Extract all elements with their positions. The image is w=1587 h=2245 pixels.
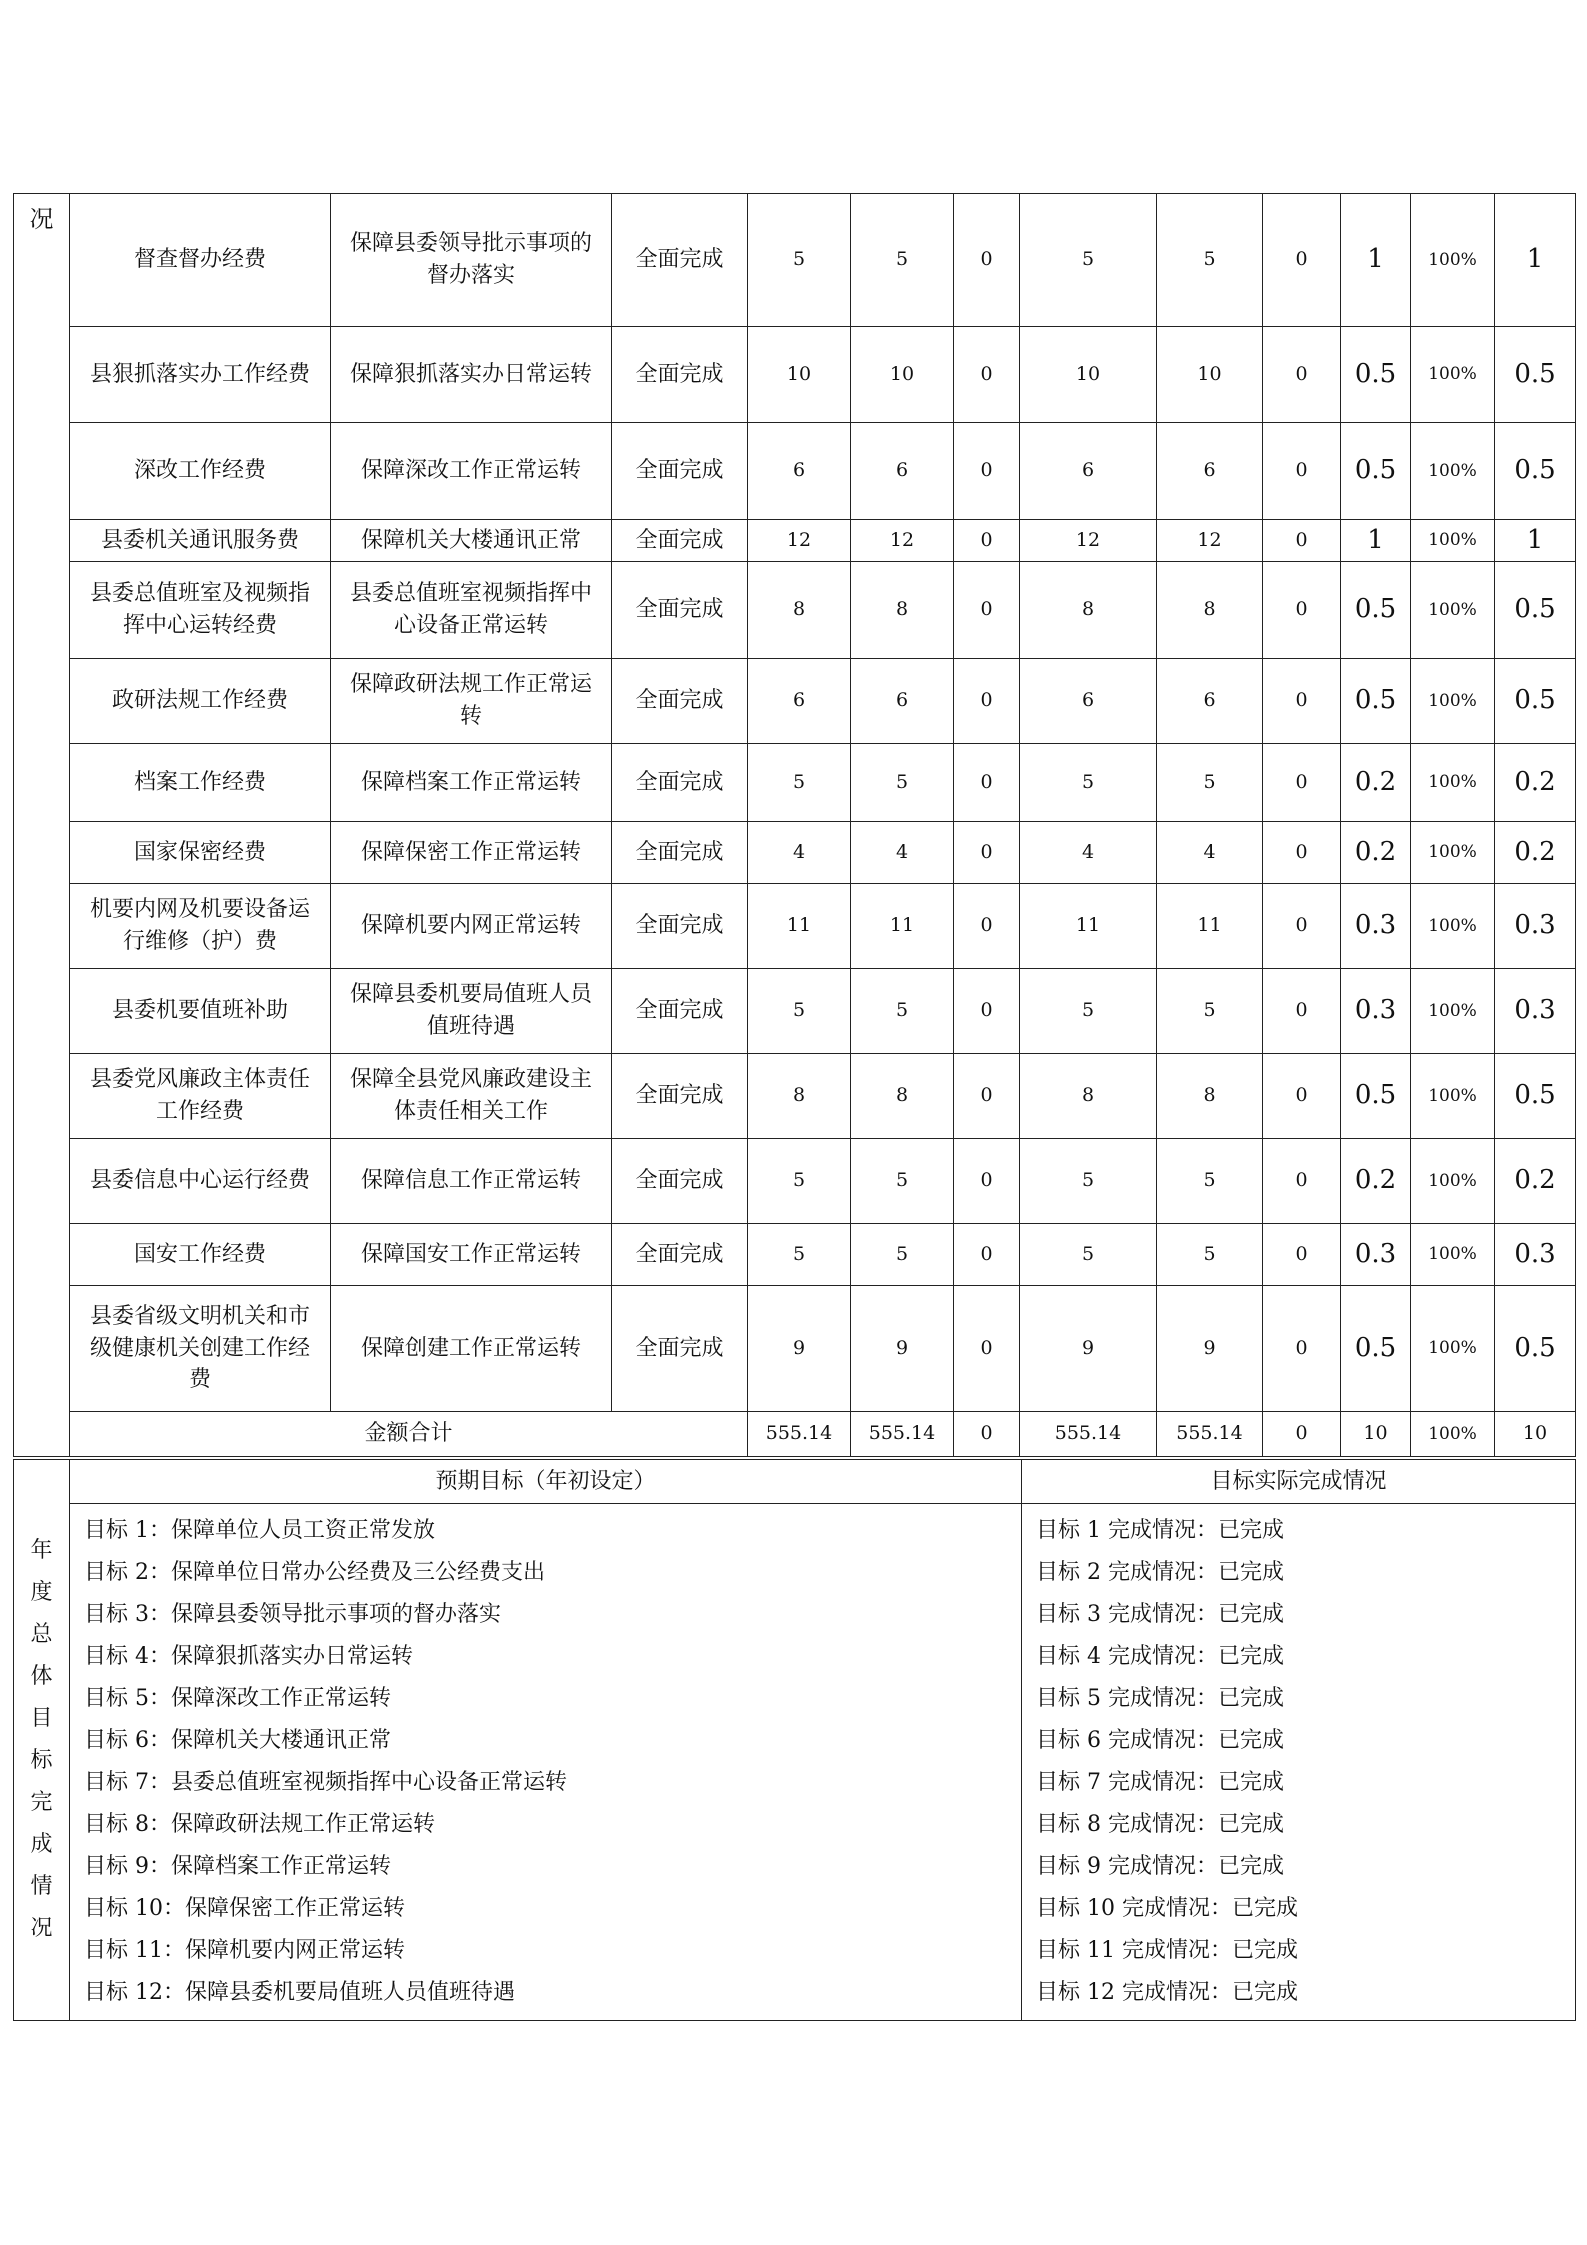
completion-item: 目标 10 完成情况：已完成 — [1036, 1896, 1298, 1921]
project-name: 县委机关通讯服务费 — [70, 520, 331, 562]
amount-cell: 4 — [748, 822, 851, 884]
amount-cell: 6 — [1020, 659, 1157, 744]
amount-cell: 4 — [851, 822, 954, 884]
project-name: 县委机要值班补助 — [70, 969, 331, 1054]
section-label-char: 况 — [30, 1916, 53, 1941]
amount-cell: 9 — [748, 1286, 851, 1412]
amount-cell: 8 — [1020, 562, 1157, 659]
amount-cell: 9 — [851, 1286, 954, 1412]
section-label-char: 情 — [30, 1874, 53, 1899]
table-row — [14, 327, 1576, 423]
table-row — [14, 1054, 1576, 1139]
score-cell: 0.5 — [1495, 327, 1576, 423]
table-row — [14, 1139, 1576, 1224]
section-label-char: 度 — [30, 1580, 53, 1605]
amount-cell: 5 — [748, 1139, 851, 1224]
amount-cell: 6 — [748, 659, 851, 744]
project-content: 保障国安工作正常运转 — [331, 1224, 612, 1286]
total-score: 10 — [1495, 1412, 1576, 1457]
table-row — [14, 744, 1576, 822]
amount-cell: 11 — [1020, 884, 1157, 969]
section-label-char: 标 — [30, 1748, 53, 1773]
amount-cell: 5 — [748, 1224, 851, 1286]
weight-cell: 0.3 — [1341, 884, 1411, 969]
project-name: 督查督办经费 — [70, 194, 331, 327]
completion-item: 目标 4 完成情况：已完成 — [1036, 1644, 1284, 1669]
table-row — [14, 194, 1576, 327]
score-cell: 0.5 — [1495, 562, 1576, 659]
project-content: 保障创建工作正常运转 — [331, 1286, 612, 1412]
weight-cell: 0.5 — [1341, 562, 1411, 659]
amount-cell: 5 — [1020, 969, 1157, 1054]
section-label-char: 完 — [30, 1790, 53, 1815]
completion-status: 全面完成 — [612, 327, 748, 423]
completion-status: 全面完成 — [612, 194, 748, 327]
amount-cell: 5 — [1157, 1224, 1263, 1286]
completion-status: 全面完成 — [612, 884, 748, 969]
rate-cell: 100% — [1411, 1054, 1495, 1139]
table-row — [14, 822, 1576, 884]
completion-item: 目标 11 完成情况：已完成 — [1036, 1938, 1298, 1963]
amount-cell: 5 — [851, 1224, 954, 1286]
amount-cell: 0 — [954, 327, 1020, 423]
completion-status: 全面完成 — [612, 1054, 748, 1139]
expected-goal-item: 目标 11：保障机要内网正常运转 — [84, 1938, 405, 1963]
amount-cell: 5 — [1020, 1224, 1157, 1286]
rate-cell: 100% — [1411, 1224, 1495, 1286]
expected-goal-item: 目标 7：县委总值班室视频指挥中心设备正常运转 — [84, 1770, 567, 1795]
table-row — [14, 1224, 1576, 1286]
total-amount: 555.14 — [851, 1412, 954, 1457]
project-content: 县委总值班室视频指挥中心设备正常运转 — [331, 562, 612, 659]
amount-cell: 0 — [954, 1224, 1020, 1286]
amount-cell: 6 — [851, 659, 954, 744]
amount-cell: 8 — [851, 1054, 954, 1139]
project-name: 政研法规工作经费 — [70, 659, 331, 744]
project-content: 保障政研法规工作正常运转 — [331, 659, 612, 744]
completion-item: 目标 2 完成情况：已完成 — [1036, 1560, 1284, 1585]
amount-cell: 12 — [1020, 520, 1157, 562]
amount-cell: 10 — [1020, 327, 1157, 423]
amount-cell: 8 — [851, 562, 954, 659]
expected-goal-item: 目标 10：保障保密工作正常运转 — [84, 1896, 405, 1921]
project-content: 保障档案工作正常运转 — [331, 744, 612, 822]
amount-cell: 0 — [1263, 822, 1341, 884]
amount-cell: 5 — [1020, 1139, 1157, 1224]
weight-cell: 0.5 — [1341, 659, 1411, 744]
weight-cell: 1 — [1341, 520, 1411, 562]
total-amount: 0 — [954, 1412, 1020, 1457]
weight-cell: 0.2 — [1341, 822, 1411, 884]
amount-cell: 5 — [1020, 744, 1157, 822]
project-name: 县委党风廉政主体责任工作经费 — [70, 1054, 331, 1139]
amount-cell: 0 — [1263, 1054, 1341, 1139]
amount-cell: 0 — [954, 969, 1020, 1054]
amount-cell: 8 — [1020, 1054, 1157, 1139]
budget-table — [13, 193, 1576, 1457]
section-label-char: 体 — [30, 1664, 53, 1689]
completion-status: 全面完成 — [612, 562, 748, 659]
section-label-char: 总 — [30, 1622, 53, 1647]
amount-cell: 0 — [954, 562, 1020, 659]
amount-cell: 12 — [1157, 520, 1263, 562]
amount-cell: 0 — [1263, 327, 1341, 423]
amount-cell: 0 — [954, 520, 1020, 562]
total-weight: 10 — [1341, 1412, 1411, 1457]
score-cell: 0.3 — [1495, 1224, 1576, 1286]
weight-cell: 0.3 — [1341, 969, 1411, 1054]
weight-cell: 0.5 — [1341, 327, 1411, 423]
completion-status: 全面完成 — [612, 423, 748, 520]
section-label-top: 况 — [14, 194, 70, 1457]
goals-section-label — [14, 1460, 70, 2021]
section-label-char: 年 — [30, 1538, 53, 1563]
amount-cell: 8 — [748, 1054, 851, 1139]
weight-cell: 0.5 — [1341, 423, 1411, 520]
actual-completion-header: 目标实际完成情况 — [1022, 1460, 1576, 1504]
amount-cell: 0 — [954, 194, 1020, 327]
amount-cell: 0 — [954, 884, 1020, 969]
amount-cell: 6 — [748, 423, 851, 520]
amount-cell: 6 — [851, 423, 954, 520]
amount-cell: 0 — [954, 1054, 1020, 1139]
amount-cell: 0 — [954, 822, 1020, 884]
completion-status: 全面完成 — [612, 520, 748, 562]
weight-cell: 0.5 — [1341, 1054, 1411, 1139]
amount-cell: 0 — [1263, 969, 1341, 1054]
amount-cell: 0 — [1263, 884, 1341, 969]
amount-cell: 10 — [748, 327, 851, 423]
completion-status: 全面完成 — [612, 969, 748, 1054]
amount-cell: 0 — [954, 423, 1020, 520]
amount-cell: 0 — [954, 1139, 1020, 1224]
table-row — [14, 659, 1576, 744]
table-row — [14, 1286, 1576, 1412]
rate-cell: 100% — [1411, 969, 1495, 1054]
amount-cell: 9 — [1157, 1286, 1263, 1412]
table-row — [14, 520, 1576, 562]
amount-cell: 5 — [851, 969, 954, 1054]
table-row — [14, 969, 1576, 1054]
amount-cell: 5 — [1020, 194, 1157, 327]
completion-item: 目标 5 完成情况：已完成 — [1036, 1686, 1284, 1711]
actual-completion-list — [1022, 1504, 1576, 2021]
amount-cell: 0 — [1263, 562, 1341, 659]
amount-cell: 6 — [1157, 659, 1263, 744]
table-row — [14, 562, 1576, 659]
amount-cell: 0 — [1263, 520, 1341, 562]
project-name: 深改工作经费 — [70, 423, 331, 520]
project-name: 国家保密经费 — [70, 822, 331, 884]
goals-table — [13, 1459, 1576, 2021]
project-name: 县狠抓落实办工作经费 — [70, 327, 331, 423]
amount-cell: 5 — [748, 194, 851, 327]
amount-cell: 6 — [1157, 423, 1263, 520]
amount-cell: 5 — [851, 1139, 954, 1224]
completion-item: 目标 7 完成情况：已完成 — [1036, 1770, 1284, 1795]
amount-cell: 5 — [851, 744, 954, 822]
amount-cell: 11 — [748, 884, 851, 969]
table-row — [14, 884, 1576, 969]
rate-cell: 100% — [1411, 194, 1495, 327]
completion-status: 全面完成 — [612, 1286, 748, 1412]
section-label-char: 成 — [30, 1832, 53, 1857]
score-cell: 1 — [1495, 520, 1576, 562]
total-label: 金额合计 — [70, 1412, 748, 1457]
project-content: 保障狠抓落实办日常运转 — [331, 327, 612, 423]
completion-status: 全面完成 — [612, 822, 748, 884]
amount-cell: 11 — [851, 884, 954, 969]
expected-goal-item: 目标 3：保障县委领导批示事项的督办落实 — [84, 1602, 501, 1627]
amount-cell: 4 — [1157, 822, 1263, 884]
total-row — [14, 1412, 1576, 1457]
rate-cell: 100% — [1411, 1139, 1495, 1224]
total-amount: 555.14 — [748, 1412, 851, 1457]
score-cell: 0.2 — [1495, 1139, 1576, 1224]
weight-cell: 0.2 — [1341, 744, 1411, 822]
expected-goal-item: 目标 2：保障单位日常办公经费及三公经费支出 — [84, 1560, 545, 1585]
amount-cell: 8 — [748, 562, 851, 659]
amount-cell: 0 — [1263, 1224, 1341, 1286]
project-content: 保障全县党风廉政建设主体责任相关工作 — [331, 1054, 612, 1139]
weight-cell: 1 — [1341, 194, 1411, 327]
rate-cell: 100% — [1411, 822, 1495, 884]
amount-cell: 11 — [1157, 884, 1263, 969]
amount-cell: 0 — [954, 744, 1020, 822]
score-cell: 1 — [1495, 194, 1576, 327]
expected-goal-item: 目标 8：保障政研法规工作正常运转 — [84, 1812, 435, 1837]
completion-status: 全面完成 — [612, 744, 748, 822]
amount-cell: 5 — [1157, 194, 1263, 327]
expected-goal-item: 目标 6：保障机关大楼通讯正常 — [84, 1728, 391, 1753]
amount-cell: 4 — [1020, 822, 1157, 884]
project-name: 档案工作经费 — [70, 744, 331, 822]
amount-cell: 8 — [1157, 1054, 1263, 1139]
weight-cell: 0.5 — [1341, 1286, 1411, 1412]
project-name: 县委信息中心运行经费 — [70, 1139, 331, 1224]
completion-item: 目标 1 完成情况：已完成 — [1036, 1518, 1284, 1543]
amount-cell: 8 — [1157, 562, 1263, 659]
total-amount: 555.14 — [1020, 1412, 1157, 1457]
amount-cell: 0 — [1263, 1139, 1341, 1224]
amount-cell: 0 — [1263, 1286, 1341, 1412]
amount-cell: 5 — [1157, 969, 1263, 1054]
weight-cell: 0.2 — [1341, 1139, 1411, 1224]
amount-cell: 0 — [954, 1286, 1020, 1412]
completion-status: 全面完成 — [612, 1139, 748, 1224]
project-content: 保障机要内网正常运转 — [331, 884, 612, 969]
completion-status: 全面完成 — [612, 1224, 748, 1286]
project-content: 保障县委机要局值班人员值班待遇 — [331, 969, 612, 1054]
amount-cell: 0 — [1263, 659, 1341, 744]
section-label-char: 目 — [30, 1706, 53, 1731]
expected-goal-item: 目标 12：保障县委机要局值班人员值班待遇 — [84, 1980, 515, 2005]
rate-cell: 100% — [1411, 520, 1495, 562]
rate-cell: 100% — [1411, 423, 1495, 520]
score-cell: 0.5 — [1495, 659, 1576, 744]
amount-cell: 10 — [851, 327, 954, 423]
amount-cell: 12 — [851, 520, 954, 562]
amount-cell: 5 — [748, 744, 851, 822]
amount-cell: 5 — [1157, 1139, 1263, 1224]
project-content: 保障信息工作正常运转 — [331, 1139, 612, 1224]
completion-item: 目标 8 完成情况：已完成 — [1036, 1812, 1284, 1837]
score-cell: 0.5 — [1495, 1286, 1576, 1412]
amount-cell: 5 — [1157, 744, 1263, 822]
rate-cell: 100% — [1411, 659, 1495, 744]
project-name: 县委总值班室及视频指挥中心运转经费 — [70, 562, 331, 659]
amount-cell: 5 — [748, 969, 851, 1054]
weight-cell: 0.3 — [1341, 1224, 1411, 1286]
completion-item: 目标 9 完成情况：已完成 — [1036, 1854, 1284, 1879]
amount-cell: 12 — [748, 520, 851, 562]
table-row — [14, 423, 1576, 520]
score-cell: 0.3 — [1495, 884, 1576, 969]
amount-cell: 0 — [954, 659, 1020, 744]
project-content: 保障机关大楼通讯正常 — [331, 520, 612, 562]
expected-goal-item: 目标 5：保障深改工作正常运转 — [84, 1686, 391, 1711]
expected-goal-item: 目标 4：保障狠抓落实办日常运转 — [84, 1644, 413, 1669]
rate-cell: 100% — [1411, 562, 1495, 659]
project-content: 保障保密工作正常运转 — [331, 822, 612, 884]
amount-cell: 5 — [851, 194, 954, 327]
project-name: 国安工作经费 — [70, 1224, 331, 1286]
amount-cell: 9 — [1020, 1286, 1157, 1412]
expected-goal-item: 目标 1：保障单位人员工资正常发放 — [84, 1518, 435, 1543]
score-cell: 0.2 — [1495, 822, 1576, 884]
completion-item: 目标 3 完成情况：已完成 — [1036, 1602, 1284, 1627]
completion-item: 目标 6 完成情况：已完成 — [1036, 1728, 1284, 1753]
amount-cell: 10 — [1157, 327, 1263, 423]
rate-cell: 100% — [1411, 327, 1495, 423]
expected-goals-list — [70, 1504, 1022, 2021]
rate-cell: 100% — [1411, 1286, 1495, 1412]
total-amount: 555.14 — [1157, 1412, 1263, 1457]
project-name: 机要内网及机要设备运行维修（护）费 — [70, 884, 331, 969]
amount-cell: 6 — [1020, 423, 1157, 520]
amount-cell: 0 — [1263, 423, 1341, 520]
amount-cell: 0 — [1263, 194, 1341, 327]
project-content: 保障县委领导批示事项的督办落实 — [331, 194, 612, 327]
expected-goals-header: 预期目标（年初设定） — [70, 1460, 1022, 1504]
total-amount: 0 — [1263, 1412, 1341, 1457]
project-name: 县委省级文明机关和市级健康机关创建工作经费 — [70, 1286, 331, 1412]
score-cell: 0.3 — [1495, 969, 1576, 1054]
score-cell: 0.2 — [1495, 744, 1576, 822]
completion-status: 全面完成 — [612, 659, 748, 744]
expected-goal-item: 目标 9：保障档案工作正常运转 — [84, 1854, 391, 1879]
amount-cell: 0 — [1263, 744, 1341, 822]
rate-cell: 100% — [1411, 744, 1495, 822]
project-content: 保障深改工作正常运转 — [331, 423, 612, 520]
completion-item: 目标 12 完成情况：已完成 — [1036, 1980, 1298, 2005]
rate-cell: 100% — [1411, 884, 1495, 969]
total-rate: 100% — [1411, 1412, 1495, 1457]
score-cell: 0.5 — [1495, 423, 1576, 520]
score-cell: 0.5 — [1495, 1054, 1576, 1139]
